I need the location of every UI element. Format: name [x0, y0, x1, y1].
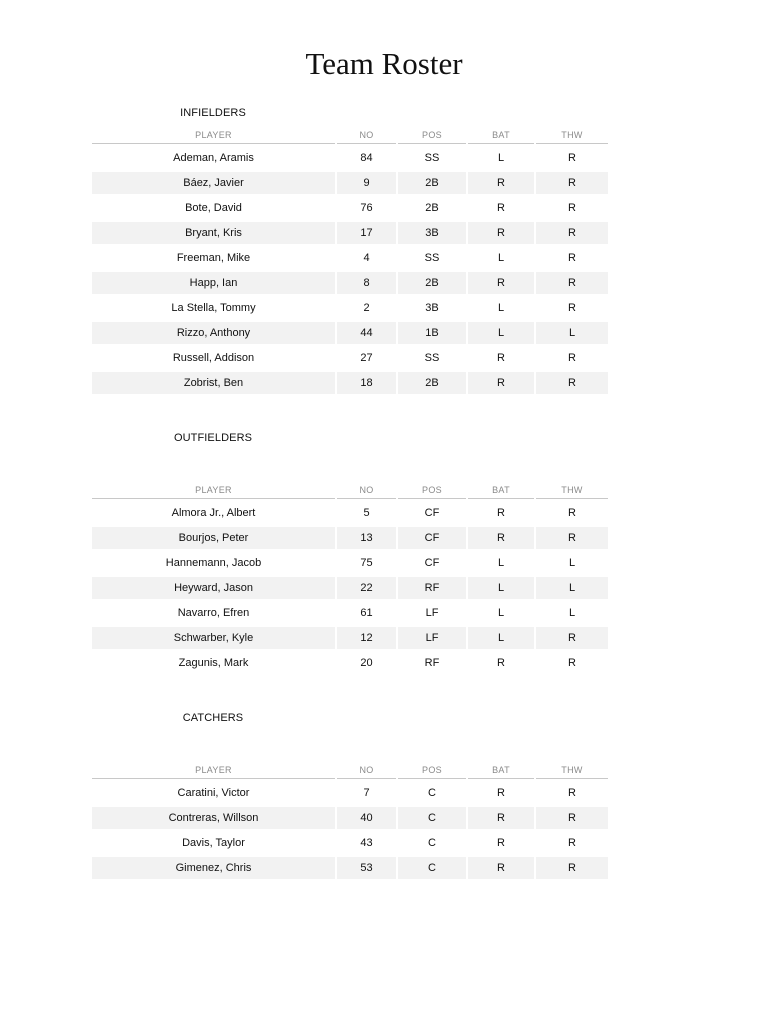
- cell-player: Báez, Javier: [92, 172, 335, 194]
- table-row: [92, 322, 608, 344]
- cell-player: Ademan, Aramis: [173, 152, 254, 164]
- cell-thw: R: [568, 787, 576, 799]
- cell-thw: R: [536, 222, 608, 244]
- cell-thw: R: [536, 527, 608, 549]
- table-row: [92, 372, 608, 394]
- cell-thw: L: [568, 557, 576, 569]
- cell-player: Zobrist, Ben: [92, 372, 335, 394]
- cell-bat: R: [468, 807, 534, 829]
- cell-thw: R: [536, 372, 608, 394]
- table-row: [92, 172, 608, 194]
- cell-player: Freeman, Mike: [176, 252, 251, 264]
- cell-thw: R: [568, 352, 576, 364]
- cell-player: Almora Jr., Albert: [171, 507, 256, 519]
- table-row: [92, 222, 608, 244]
- cell-pos: SS: [424, 352, 440, 364]
- cell-no: 76: [360, 202, 373, 214]
- cell-no: 9: [337, 172, 396, 194]
- table-row: [92, 297, 608, 319]
- section-label: INFIELDERS: [180, 107, 246, 119]
- cell-thw: R: [568, 202, 576, 214]
- cell-player: Bourjos, Peter: [92, 527, 335, 549]
- cell-player: Heyward, Jason: [92, 577, 335, 599]
- table-row: [92, 197, 608, 219]
- cell-no: 18: [337, 372, 396, 394]
- cell-pos: 2B: [398, 272, 466, 294]
- section-label: CATCHERS: [182, 712, 244, 724]
- cell-no: 44: [337, 322, 396, 344]
- cell-bat: L: [468, 322, 534, 344]
- column-header-thw: THW: [536, 127, 608, 144]
- cell-bat: R: [468, 372, 534, 394]
- cell-no: 12: [337, 627, 396, 649]
- cell-no: 7: [363, 787, 370, 799]
- cell-bat: L: [468, 577, 534, 599]
- cell-player: Zagunis, Mark: [178, 657, 249, 669]
- cell-bat: R: [468, 857, 534, 879]
- cell-player: Caratini, Victor: [177, 787, 250, 799]
- cell-pos: 1B: [398, 322, 466, 344]
- table-row: [92, 857, 608, 879]
- cell-no: 53: [337, 857, 396, 879]
- cell-pos: CF: [424, 507, 440, 519]
- cell-pos: LF: [425, 607, 439, 619]
- cell-pos: SS: [424, 252, 440, 264]
- cell-player: Bote, David: [185, 202, 242, 214]
- cell-thw: R: [568, 837, 576, 849]
- cell-thw: L: [536, 577, 608, 599]
- cell-pos: 2B: [398, 372, 466, 394]
- table-row: [92, 782, 608, 804]
- column-header-thw: THW: [536, 482, 608, 499]
- table-row: [92, 832, 608, 854]
- cell-thw: R: [536, 272, 608, 294]
- table-row: [92, 527, 608, 549]
- cell-bat: L: [497, 152, 505, 164]
- cell-player: Schwarber, Kyle: [92, 627, 335, 649]
- cell-no: 22: [337, 577, 396, 599]
- cell-player: Gimenez, Chris: [92, 857, 335, 879]
- cell-no: 13: [337, 527, 396, 549]
- column-header-player: PLAYER: [92, 762, 335, 779]
- cell-thw: R: [568, 152, 576, 164]
- cell-player: Navarro, Efren: [177, 607, 250, 619]
- cell-bat: R: [497, 837, 505, 849]
- cell-bat: R: [468, 172, 534, 194]
- page-title: Team Roster: [305, 46, 463, 81]
- table-row: [92, 602, 608, 624]
- cell-no: 5: [363, 507, 370, 519]
- cell-no: 20: [360, 657, 373, 669]
- cell-no: 40: [337, 807, 396, 829]
- cell-pos: 2B: [398, 172, 466, 194]
- cell-pos: 3B: [425, 302, 439, 314]
- cell-bat: L: [497, 607, 505, 619]
- cell-player: Contreras, Willson: [92, 807, 335, 829]
- cell-pos: SS: [424, 152, 440, 164]
- cell-player: Hannemann, Jacob: [165, 557, 262, 569]
- column-header-player: PLAYER: [92, 482, 335, 499]
- cell-bat: R: [497, 507, 505, 519]
- cell-no: 75: [360, 557, 373, 569]
- cell-no: 8: [337, 272, 396, 294]
- cell-pos: C: [398, 807, 466, 829]
- section-label: OUTFIELDERS: [173, 432, 253, 444]
- cell-bat: R: [497, 352, 505, 364]
- cell-bat: R: [468, 527, 534, 549]
- cell-player: Davis, Taylor: [182, 837, 245, 849]
- table-row: [92, 272, 608, 294]
- cell-player: Russell, Addison: [172, 352, 255, 364]
- cell-bat: R: [497, 787, 505, 799]
- cell-bat: R: [468, 272, 534, 294]
- column-header-pos: POS: [398, 762, 466, 779]
- catchers-table: [90, 759, 610, 882]
- cell-no: 17: [337, 222, 396, 244]
- table-row: [92, 652, 608, 674]
- cell-pos: C: [428, 787, 436, 799]
- table-header-row: [92, 127, 608, 144]
- table-row: [92, 347, 608, 369]
- infielders-table: [90, 124, 610, 397]
- column-header-player: PLAYER: [92, 127, 335, 144]
- cell-no: 84: [360, 152, 373, 164]
- table-header-row: [92, 762, 608, 779]
- table-row: [92, 577, 608, 599]
- column-header-pos: POS: [398, 482, 466, 499]
- table-row: [92, 247, 608, 269]
- cell-pos: C: [428, 837, 436, 849]
- cell-thw: R: [536, 807, 608, 829]
- cell-pos: 3B: [398, 222, 466, 244]
- cell-no: 27: [360, 352, 373, 364]
- cell-thw: R: [568, 657, 576, 669]
- cell-thw: R: [568, 302, 576, 314]
- cell-no: 43: [360, 837, 373, 849]
- cell-pos: RF: [424, 657, 440, 669]
- cell-bat: R: [497, 657, 505, 669]
- cell-pos: 2B: [425, 202, 439, 214]
- cell-no: 4: [363, 252, 370, 264]
- cell-pos: CF: [398, 527, 466, 549]
- column-header-bat: BAT: [468, 762, 534, 779]
- column-header-no: NO: [337, 762, 396, 779]
- column-header-pos: POS: [398, 127, 466, 144]
- cell-bat: L: [497, 252, 505, 264]
- cell-thw: R: [536, 627, 608, 649]
- cell-player: Bryant, Kris: [92, 222, 335, 244]
- table-row: [92, 552, 608, 574]
- table-row: [92, 147, 608, 169]
- column-header-no: NO: [337, 482, 396, 499]
- outfielders-table: [90, 479, 610, 677]
- cell-player: La Stella, Tommy: [171, 302, 256, 314]
- cell-bat: R: [468, 222, 534, 244]
- cell-pos: RF: [398, 577, 466, 599]
- cell-thw: L: [568, 607, 576, 619]
- table-row: [92, 627, 608, 649]
- cell-bat: L: [497, 557, 505, 569]
- table-header-row: [92, 482, 608, 499]
- cell-thw: R: [568, 252, 576, 264]
- cell-pos: CF: [424, 557, 440, 569]
- table-row: [92, 807, 608, 829]
- cell-no: 61: [360, 607, 373, 619]
- column-header-no: NO: [337, 127, 396, 144]
- cell-thw: L: [536, 322, 608, 344]
- cell-no: 2: [363, 302, 370, 314]
- column-header-bat: BAT: [468, 127, 534, 144]
- cell-pos: LF: [398, 627, 466, 649]
- cell-bat: L: [468, 627, 534, 649]
- table-row: [92, 502, 608, 524]
- cell-bat: L: [497, 302, 505, 314]
- cell-thw: R: [536, 172, 608, 194]
- cell-thw: R: [568, 507, 576, 519]
- column-header-thw: THW: [536, 762, 608, 779]
- cell-bat: R: [497, 202, 505, 214]
- cell-thw: R: [536, 857, 608, 879]
- column-header-bat: BAT: [468, 482, 534, 499]
- cell-player: Rizzo, Anthony: [92, 322, 335, 344]
- cell-player: Happ, Ian: [92, 272, 335, 294]
- cell-pos: C: [398, 857, 466, 879]
